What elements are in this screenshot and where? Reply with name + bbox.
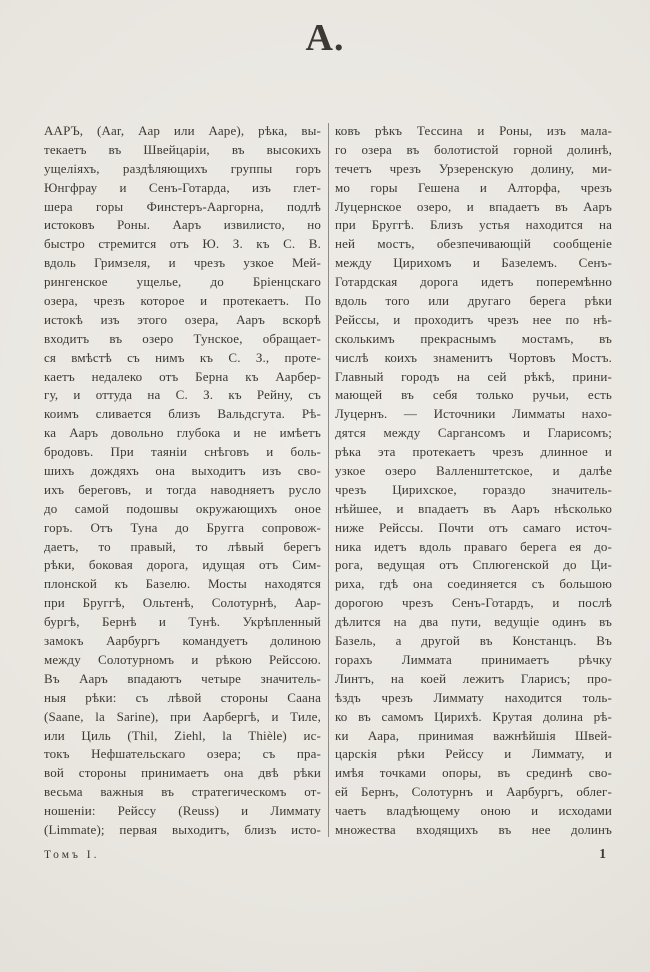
- text-line: чрезъ Цирихское, гораздо значитель-: [335, 481, 612, 497]
- page-footer: [44, 846, 612, 862]
- text-line: истоковъ Роны. Ааръ извилисто, но: [44, 217, 321, 233]
- page-number: 1: [599, 846, 606, 861]
- text-line: ка Ааръ довольно глубока и не имѣетъ: [44, 425, 321, 441]
- text-line: мо горы Гешена и Алторфа, чрезъ: [335, 179, 612, 195]
- text-line: каетъ недалеко отъ Берна къ Аарбер-: [44, 368, 321, 384]
- text-line: сколькимъ прекраснымъ мостамъ, въ: [335, 330, 612, 346]
- text-line: Готардская дорога идетъ поперемѣнно: [335, 274, 612, 290]
- text-line: риха, гдѣ она соединяется съ большою: [335, 576, 612, 592]
- text-line: дѣлится на два пути, ведущіе одинъ въ: [335, 614, 612, 630]
- text-line: коимъ сливается близъ Вальдсгута. Рѣ-: [44, 406, 321, 422]
- text-line: токъ Нефшательскаго озера; съ пра-: [44, 746, 321, 762]
- text-line: ней мостъ, обезпечивающій сообщеніе: [335, 236, 612, 252]
- text-line: ки Аара, принимая важнѣйшія Швей-: [335, 727, 612, 743]
- text-line: рѣки, боковая дорога, идущая отъ Сим-: [44, 557, 321, 573]
- text-line: ущеліяхъ, раздѣляющихъ группы горъ: [44, 160, 321, 176]
- text-line: дятся между Саргансомъ и Гларисомъ;: [335, 425, 612, 441]
- text-line: Линтъ, на коей лежитъ Гларисъ; про-: [335, 670, 612, 686]
- left-column: [44, 122, 321, 840]
- text-line: рингенское ущелье, до Бріенцскаго: [44, 274, 321, 290]
- text-line: гу, и оттуда на С. З. къ Рейну, съ: [44, 387, 321, 403]
- text-line: Луцернское озеро, и впадаетъ въ Ааръ: [335, 198, 612, 214]
- text-line: при Бруггѣ. Близъ устья находится на: [335, 217, 612, 233]
- text-line: озера, чрезъ которое и протекаетъ. По: [44, 293, 321, 309]
- text-line: ей Бернъ, Солотурнъ и Аарбургъ, облег-: [335, 784, 612, 800]
- text-line: Въ Ааръ впадаютъ четыре значитель-: [44, 670, 321, 686]
- text-line: ковъ рѣкъ Тессина и Роны, изъ мала-: [335, 123, 612, 138]
- text-line: ихъ береговъ, и тогда наводняетъ русло: [44, 481, 321, 497]
- text-line: нѣйшее, и впадаетъ въ Ааръ нѣсколько: [335, 500, 612, 516]
- text-line: вдоль того или другаго берега рѣки: [335, 293, 612, 309]
- text-line: между Солотурномъ и рѣкою Рейссою.: [44, 651, 321, 667]
- text-line: ношеніи: Рейссу (Reuss) и Лиммату: [44, 803, 321, 819]
- text-line: бродовъ. При таяніи снѣговъ и боль-: [44, 444, 321, 460]
- text-line: до самой подошвы окружающихъ оное: [44, 500, 321, 516]
- volume-label: Томъ I.: [44, 849, 100, 861]
- text-line: шера горы Финстеръ-Ааргорна, подлѣ: [44, 198, 321, 214]
- text-line: вой стороны принимаетъ она двѣ рѣки: [44, 765, 321, 781]
- text-line: рѣка эта протекаетъ чрезъ длинное и: [335, 444, 612, 460]
- text-line: весьма важныя въ стратегическомъ от-: [44, 784, 321, 800]
- text-line: истокѣ изъ этого озера, Ааръ вскорѣ: [44, 311, 321, 327]
- text-line: Рейссы, и проходитъ чрезъ нее по нѣ-: [335, 311, 612, 327]
- text-line: ся вмѣстѣ съ нимъ къ С. З., проте-: [44, 349, 321, 365]
- text-line: бургѣ, Бернѣ и Тунѣ. Укрѣпленный: [44, 614, 321, 630]
- text-line: ника идетъ вдоль праваго берега ея до-: [335, 538, 612, 554]
- text-line: текаетъ въ Швейцаріи, въ высокихъ: [44, 141, 321, 157]
- text-line: даетъ, то правый, то лѣвый берегъ: [44, 538, 321, 554]
- text-line: Юнгфрау и Сенъ-Готарда, изъ глет-: [44, 179, 321, 195]
- text-line: мающей въ себя только ручьи, есть: [335, 387, 612, 403]
- text-line: ѣздъ чрезъ Лиммату находится толь-: [335, 689, 612, 705]
- text-line: ниже Рейссы. Почти отъ самаго источ-: [335, 519, 612, 535]
- text-line: Главный городъ на сей рѣкѣ, прини-: [335, 368, 612, 384]
- section-letter-heading: А.: [305, 17, 345, 59]
- text-columns: [44, 122, 612, 840]
- text-line: (Saane, la Sarine), при Аарбергѣ, и Тиле,: [44, 708, 321, 724]
- text-line: го озера въ болотистой горной долинѣ,: [335, 141, 612, 157]
- text-line: числѣ коихъ знаменитъ Чортовъ Мостъ.: [335, 349, 612, 365]
- text-line: множества входящихъ въ нее долинъ: [335, 821, 612, 837]
- right-column: [335, 122, 612, 840]
- text-line: дорогою чрезъ Сенъ-Готардъ, и послѣ: [335, 595, 612, 611]
- text-line: рога, ведущая отъ Сплюгенской до Ци-: [335, 557, 612, 573]
- text-line: Базель, а другой въ Констанцъ. Въ: [335, 633, 612, 649]
- text-line: (Limmate); первая выходитъ, близъ исто-: [44, 821, 321, 837]
- text-line: ныя рѣки: съ лѣвой стороны Саана: [44, 689, 321, 705]
- text-line: имѣя точками опоры, въ срединѣ сво-: [335, 765, 612, 781]
- text-line: замокъ Аарбургъ командуетъ долиною: [44, 633, 321, 649]
- text-line: царскія рѣки Рейссу и Лиммату, и: [335, 746, 612, 762]
- text-line: шихъ дождяхъ она выходитъ изъ сво-: [44, 463, 321, 479]
- column-divider-rule: [328, 123, 329, 837]
- text-line: горахъ Лиммата принимаетъ рѣчку: [335, 651, 612, 667]
- text-line: чаетъ владѣющему оною и исходами: [335, 803, 612, 819]
- text-line: вдоль Гримзеля, и чрезъ узкое Мей-: [44, 255, 321, 271]
- text-line: течетъ чрезъ Урзеренскую долину, ми-: [335, 160, 612, 176]
- text-line: Луцернъ. — Источники Лимматы нахо-: [335, 406, 612, 422]
- text-line: при Бруггѣ, Ольтенѣ, Солотурнѣ, Аар-: [44, 595, 321, 611]
- text-line: или Циль (Thil, Ziehl, la Thièle) ис-: [44, 727, 321, 743]
- text-line: ко въ самомъ Цирихѣ. Крутая долина рѣ-: [335, 708, 612, 724]
- text-line: узкое озеро Валленштетское, и далѣе: [335, 463, 612, 479]
- text-line: ААРЪ, (Aar, Аар или Ааре), рѣка, вы-: [44, 123, 321, 138]
- text-line: быстро стремится отъ Ю. З. къ С. В.: [44, 236, 321, 252]
- text-line: входитъ въ озеро Тунское, обращает-: [44, 330, 321, 346]
- text-line: между Цирихомъ и Базелемъ. Сенъ-: [335, 255, 612, 271]
- text-line: плонской къ Базелю. Мосты находятся: [44, 576, 321, 592]
- text-line: горъ. Отъ Туна до Бругга сопровож-: [44, 519, 321, 535]
